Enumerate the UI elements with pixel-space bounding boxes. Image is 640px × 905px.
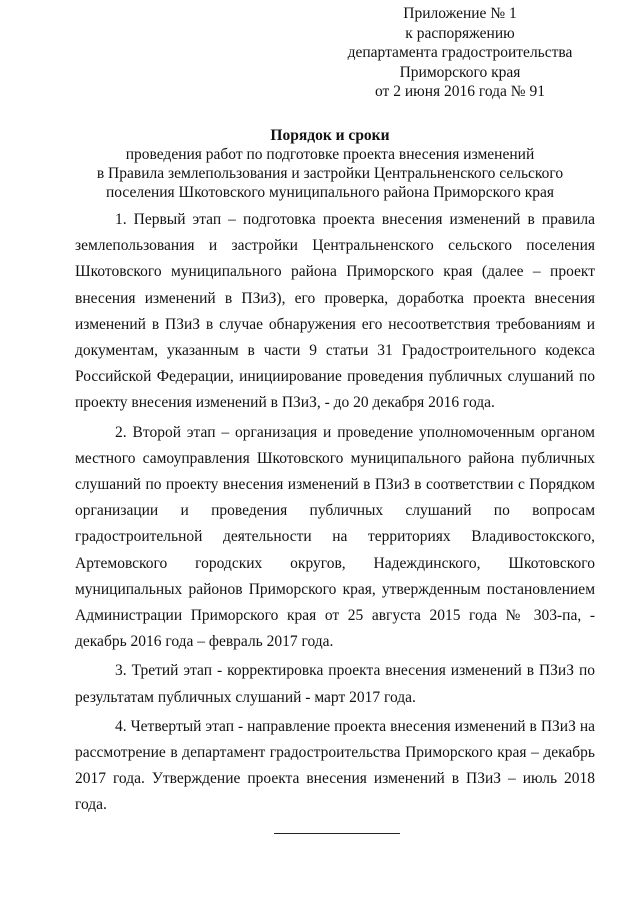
end-divider-line (274, 833, 400, 834)
title-line-3: поселения Шкотовского муниципального района Приморского края (105, 184, 555, 201)
appendix-reference (340, 4, 580, 102)
document-body (75, 207, 595, 822)
paragraph-stage-3: 3. Третий этап - корректировка проекта внесения изменений в ПЗиЗ по результатам публичных слушаний - март 2017 года. (75, 662, 595, 706)
title-line-1: проведения работ по подготовке проекта внесения изменений (125, 146, 535, 163)
paragraph-stage-1: 1. Первый этап – подготовка проекта внесения изменений в правила землепользования и застройки Центральненского сельского поселения Шкотовского муниципального района Приморского края (далее – проект внесения изменений в ПЗиЗ), его проверка, доработка проекта внесения изменений в ПЗиЗ в случае обнаружения его несоответствия требованиям и документам, указанным в части 9 статьи 31 Градостроительного кодекса Российской Федерации, инициирование проведения публичных слушаний по проекту внесения изменений в ПЗиЗ, - до 20 декабря 2016 года. (75, 211, 595, 412)
appendix-line-order: к распоряжению (405, 24, 515, 42)
appendix-line-department: департамента градостроительства (347, 44, 573, 61)
title-heading: Порядок и сроки (270, 127, 390, 144)
appendix-line-date: от 2 июня 2016 года № 91 (375, 83, 545, 100)
title-line-2: в Правила землепользования и застройки Центральненского сельского (96, 165, 564, 182)
document-title (60, 126, 600, 202)
paragraph-stage-4: 4. Четвертый этап - направление проекта внесения изменений в ПЗиЗ на рассмотрение в департамент градостроительства Приморского края – декабрь 2017 года. Утверждение проекта внесения изменений в ПЗиЗ – июль 2018 года. (75, 717, 595, 814)
appendix-line-number: Приложение № 1 (403, 5, 517, 22)
appendix-line-region: Приморского края (399, 63, 521, 81)
paragraph-stage-2: 2. Второй этап – организация и проведение уполномоченным органом местного самоуправления Шкотовского муниципального района публичных слушаний по проекту внесения изменений в ПЗиЗ в соответствии с Порядком организации и проведения публичных слушаний по вопросам градостроительной деятельности на территориях Владивостокского, Артемовского городских округов, Надеждинского, Шкотовского муниципальных районов Приморского края, утвержденным постановлением Администрации Приморского края от 25 августа 2015 года № 303-па, - декабрь 2016 года – февраль 2017 года. (75, 423, 595, 651)
